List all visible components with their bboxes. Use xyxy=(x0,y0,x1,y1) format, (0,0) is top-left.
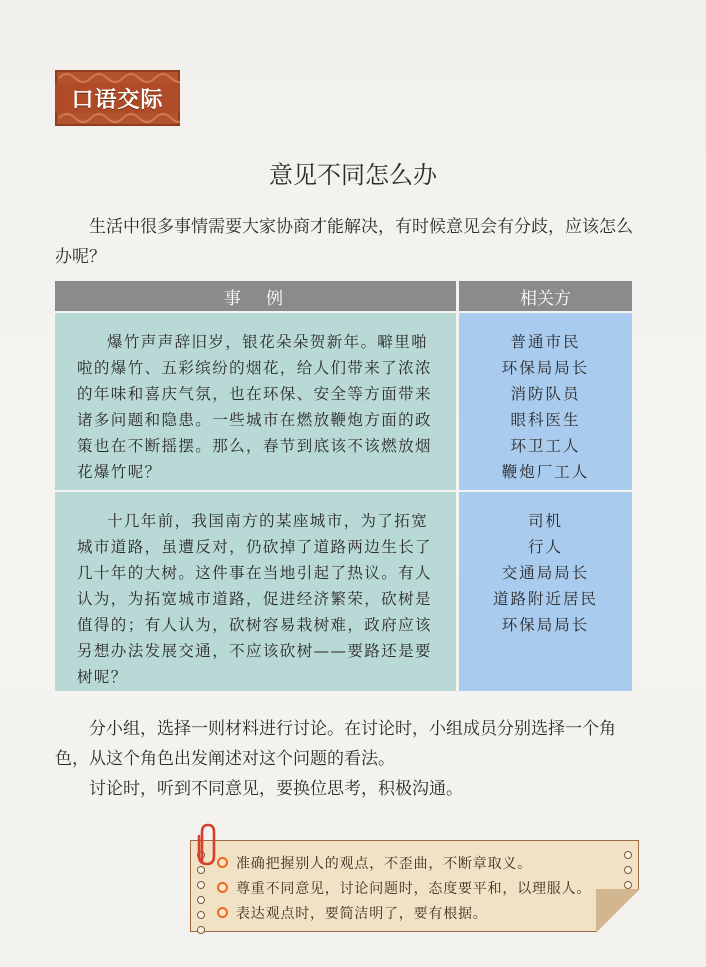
parties-cell-trees xyxy=(459,492,632,691)
party-item: 道路附近居民 xyxy=(492,590,598,608)
party-item: 司机 xyxy=(527,512,563,530)
party-item: 环保局局长 xyxy=(501,616,590,634)
page-title: 意见不同怎么办 xyxy=(269,161,437,189)
intro-paragraph: 生活中很多事情需要大家协商才能解决，有时候意见会有分歧，应该怎么办呢？ xyxy=(55,217,633,267)
note-folded-corner xyxy=(596,889,640,933)
bullet-circle-icon xyxy=(217,882,228,893)
case-table xyxy=(55,281,632,691)
party-item: 行人 xyxy=(527,538,563,556)
tips-list xyxy=(217,850,627,925)
party-item: 鞭炮厂工人 xyxy=(501,463,590,481)
note-hole xyxy=(197,896,205,904)
party-item: 环卫工人 xyxy=(510,437,581,455)
tips-note xyxy=(190,840,639,932)
note-hole xyxy=(197,881,205,889)
case-cell-fireworks: 爆竹声声辞旧岁，银花朵朵贺新年。噼里啪啦的爆竹、五彩缤纷的烟花，给人们带来了浓浓的年味和喜庆气氛，也在环保、安全等方面带来诸多问题和隐患。一些城市在燃放鞭炮方面的政策也在不断摇摆。那么，春节到底该不该燃放烟花爆竹呢？ xyxy=(55,313,456,490)
paperclip-icon xyxy=(193,822,219,868)
party-item: 眼科医生 xyxy=(510,411,581,429)
table-header-example: 事 例 xyxy=(55,281,456,311)
note-hole xyxy=(197,926,205,934)
party-item: 环保局局长 xyxy=(501,359,590,377)
tip-text: 准确把握别人的观点，不歪曲，不断章取义。 xyxy=(236,855,532,872)
party-item: 交通局局长 xyxy=(501,564,590,582)
tip-text: 表达观点时，要简洁明了，要有根据。 xyxy=(236,905,488,922)
table-header-parties: 相关方 xyxy=(459,281,632,311)
note-hole xyxy=(197,911,205,919)
parties-cell-fireworks xyxy=(459,313,632,490)
section-banner-label: 口语交际 xyxy=(55,83,180,113)
tip-item xyxy=(217,850,627,875)
tip-item xyxy=(217,875,627,900)
case-cell-trees: 十几年前，我国南方的某座城市，为了拓宽城市道路，虽遭反对，仍砍掉了道路两边生长了几十年的大树。这件事在当地引起了热议。有人认为，为拓宽城市道路，促进经济繁荣，砍树是值得的；有人认为，砍树容易栽树难，政府应该另想办法发展交通，不应该砍树——要路还是要树呢？ xyxy=(55,492,456,691)
section-banner xyxy=(55,70,180,126)
instruction-paragraph: 讨论时，听到不同意见，要换位思考，积极沟通。 xyxy=(89,779,463,799)
tip-item xyxy=(217,900,627,925)
party-item: 消防队员 xyxy=(510,385,581,403)
tip-text: 尊重不同意见，讨论问题时，态度要平和，以理服人。 xyxy=(236,880,592,897)
party-item: 普通市民 xyxy=(510,333,581,351)
bullet-circle-icon xyxy=(217,907,228,918)
instruction-paragraph: 分小组，选择一则材料进行讨论。在讨论时，小组成员分别选择一个角色，从这个角色出发阐述对这个问题的看法。 xyxy=(55,719,616,769)
